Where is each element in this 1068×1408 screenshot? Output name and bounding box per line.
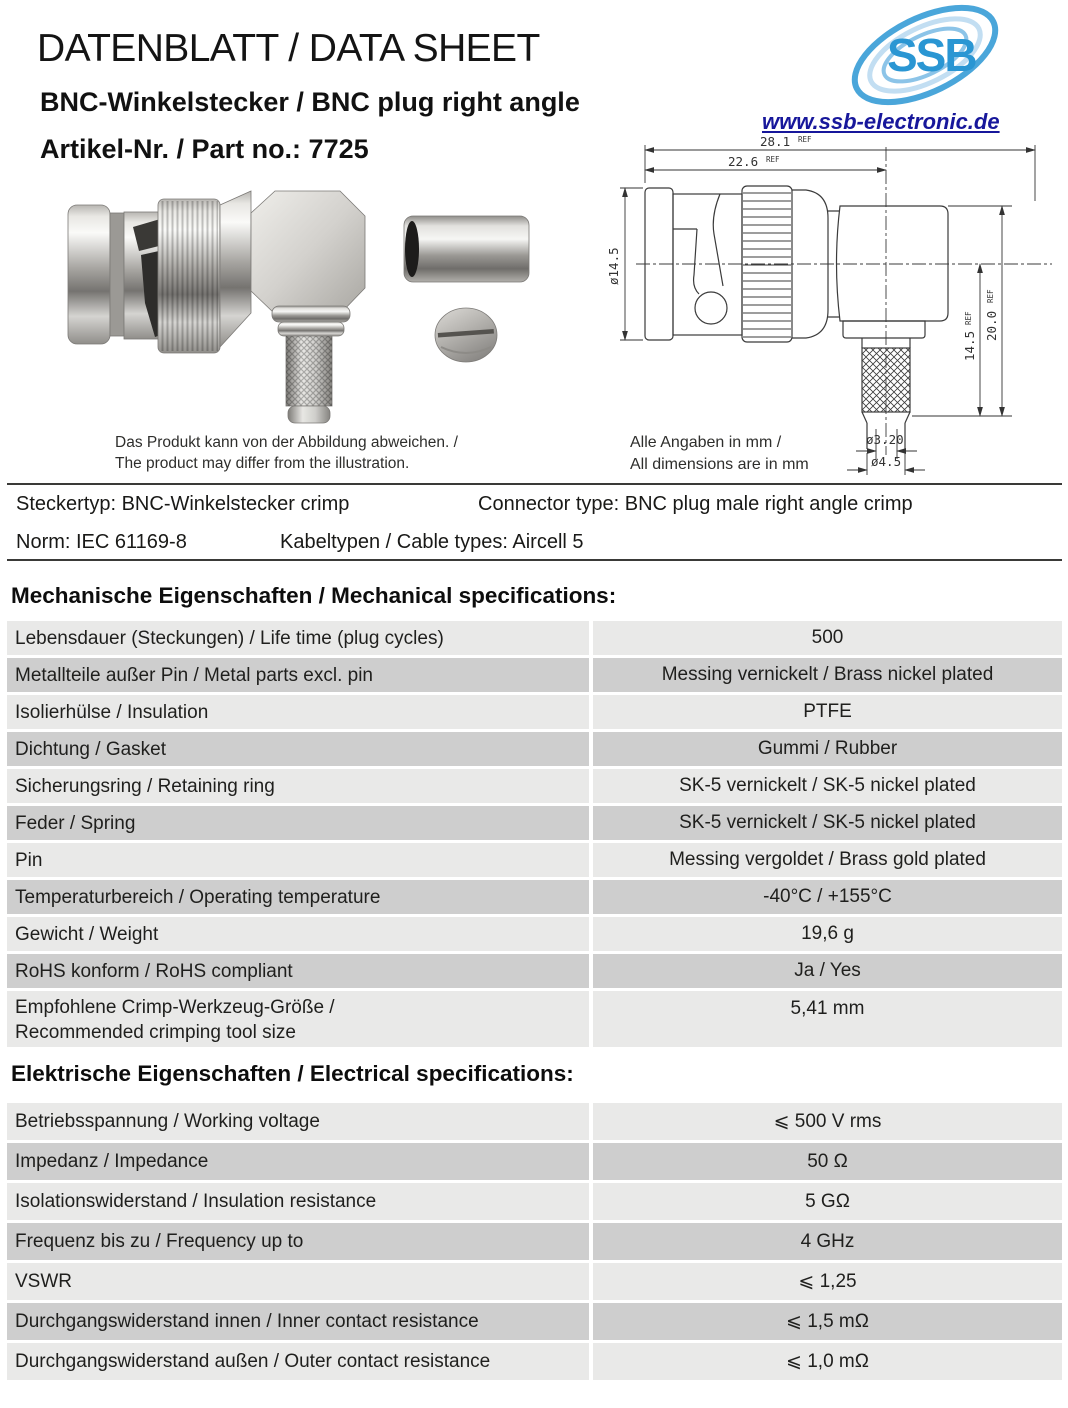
table-row [7, 732, 1062, 766]
divider-top [7, 483, 1062, 485]
table-row [7, 1103, 1062, 1140]
spec-value: 5 GΩ [593, 1183, 1062, 1220]
page-title: DATENBLATT / DATA SHEET [37, 27, 540, 70]
table-row [7, 917, 1062, 951]
dim-ref: REF [964, 311, 973, 325]
table-row [7, 1183, 1062, 1220]
spec-label: Isolierhülse / Insulation [7, 695, 589, 729]
table-row [7, 1263, 1062, 1300]
table-row [7, 1223, 1062, 1260]
spec-label: Pin [7, 843, 589, 877]
product-photo [55, 183, 565, 427]
spec-value: ⩽ 500 V rms [593, 1103, 1062, 1140]
table-row [7, 843, 1062, 877]
table-row [7, 1343, 1062, 1380]
table-row [7, 658, 1062, 692]
dim-ref: REF [798, 135, 812, 144]
dia-outer: ø4.5 [871, 454, 902, 469]
table-row [7, 1143, 1062, 1180]
spec-value: ⩽ 1,0 mΩ [593, 1343, 1062, 1380]
table-row [7, 1303, 1062, 1340]
spec-value: SK-5 vernickelt / SK-5 nickel plated [593, 806, 1062, 840]
table-row [7, 695, 1062, 729]
logo-text: SSB [887, 29, 976, 81]
table-row [7, 769, 1062, 803]
spec-value: PTFE [593, 695, 1062, 729]
electrical-spec-table [7, 1103, 1062, 1380]
spec-label: Impedanz / Impedance [7, 1143, 589, 1180]
spec-value: Messing vergoldet / Brass gold plated [593, 843, 1062, 877]
dim-height-inner: 14.5 [962, 330, 977, 361]
drawing-note [630, 434, 809, 473]
dia-front: ø14.5 [606, 247, 621, 285]
photo-caption-de: Das Produkt kann von der Abbildung abweichen. / [115, 434, 458, 451]
ssb-logo [843, 3, 1008, 109]
dim-height-total: 20.0 [984, 310, 999, 341]
table-row [7, 621, 1062, 655]
photo-caption [115, 432, 458, 474]
spec-value: -40°C / +155°C [593, 880, 1062, 914]
product-subtitle: BNC-Winkelstecker / BNC plug right angle [40, 87, 580, 117]
drawing-note-de: Alle Angaben in mm / [630, 434, 782, 451]
spec-value: 500 [593, 621, 1062, 655]
table-row [7, 991, 1062, 1047]
spec-label: Lebensdauer (Steckungen) / Life time (plug cycles) [7, 621, 589, 655]
electrical-heading: Elektrische Eigenschaften / Electrical specifications: [11, 1061, 574, 1086]
photo-ferrule [404, 216, 529, 282]
spec-label: Frequenz bis zu / Frequency up to [7, 1223, 589, 1260]
spec-label: Durchgangswiderstand außen / Outer contact resistance [7, 1343, 589, 1380]
dim-ref: REF [766, 155, 780, 164]
dia-inner: ø3.20 [866, 432, 904, 447]
table-row [7, 954, 1062, 988]
photo-connector [68, 191, 365, 423]
photo-caption-en: The product may differ from the illustration. [115, 455, 410, 472]
spec-value: 19,6 g [593, 917, 1062, 951]
spec-value: Ja / Yes [593, 954, 1062, 988]
norm-label: Norm: IEC 61169-8 [16, 531, 187, 553]
spec-value: ⩽ 1,5 mΩ [593, 1303, 1062, 1340]
spec-label: Feder / Spring [7, 806, 589, 840]
spec-value: SK-5 vernickelt / SK-5 nickel plated [593, 769, 1062, 803]
spec-label: Betriebsspannung / Working voltage [7, 1103, 589, 1140]
dim-total-width: 28.1 [760, 134, 791, 149]
spec-value: Messing vernickelt / Brass nickel plated [593, 658, 1062, 692]
spec-label: Metallteile außer Pin / Metal parts excl. pin [7, 658, 589, 692]
dim-ref: REF [986, 289, 995, 303]
spec-label: Dichtung / Gasket [7, 732, 589, 766]
spec-label: Empfohlene Crimp-Werkzeug-Größe / Recommended crimping tool size [7, 991, 589, 1047]
spec-label: Durchgangswiderstand innen / Inner contact resistance [7, 1303, 589, 1340]
spec-label: RoHS konform / RoHS compliant [7, 954, 589, 988]
drawing-note-en: All dimensions are in mm [630, 456, 809, 473]
part-number: Artikel-Nr. / Part no.: 7725 [40, 134, 369, 164]
spec-value: Gummi / Rubber [593, 732, 1062, 766]
technical-drawing [600, 133, 1068, 481]
spec-label: Temperaturbereich / Operating temperature [7, 880, 589, 914]
website-link[interactable]: www.ssb-electronic.de [762, 109, 1000, 134]
mechanical-spec-table [7, 621, 1062, 1047]
dim-body-width: 22.6 [728, 154, 759, 169]
spec-value: 50 Ω [593, 1143, 1062, 1180]
table-row [7, 880, 1062, 914]
drawing-dim-labels [606, 134, 999, 469]
cable-types-label: Kabeltypen / Cable types: Aircell 5 [280, 531, 584, 553]
spec-value: 4 GHz [593, 1223, 1062, 1260]
divider-bottom [7, 559, 1062, 561]
spec-value: ⩽ 1,25 [593, 1263, 1062, 1300]
spec-label: Isolationswiderstand / Insulation resistance [7, 1183, 589, 1220]
steckertyp-label: Steckertyp: BNC-Winkelstecker crimp [16, 493, 350, 515]
spec-label: Gewicht / Weight [7, 917, 589, 951]
spec-value: 5,41 mm [593, 991, 1062, 1047]
spec-label: Sicherungsring / Retaining ring [7, 769, 589, 803]
spec-label: VSWR [7, 1263, 589, 1300]
connector-type-label: Connector type: BNC plug male right angle crimp [478, 493, 913, 515]
mechanical-heading: Mechanische Eigenschaften / Mechanical specifications: [11, 583, 617, 608]
photo-pin-cap [435, 308, 497, 362]
table-row [7, 806, 1062, 840]
